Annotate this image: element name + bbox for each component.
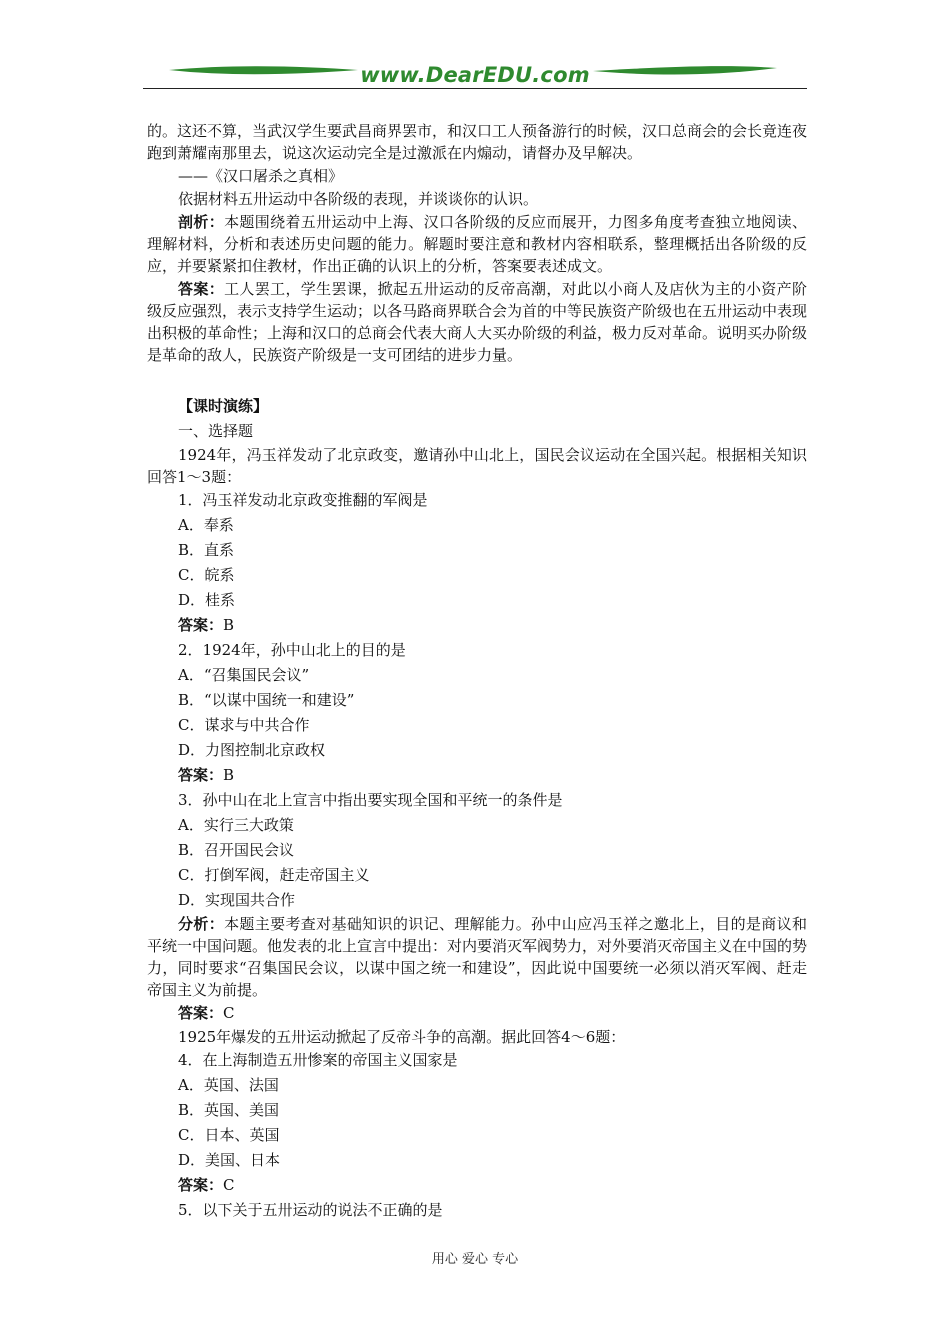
analysis-text: 本题围绕着五卅运动中上海、汉口各阶级的反应而展开，力图多角度考查独立地阅读、理解材料，分析和表述历史问题的能力。解题时要注意和教材内容相联系，整理概括出各阶级的反应，并要紧紧扣住教材，作出正确的认识上的分析，答案要表述成文。 xyxy=(147,213,807,275)
q3-option-c: C．打倒军阀，赶走帝国主义 xyxy=(178,866,370,884)
q3-option-d: D．实现国共合作 xyxy=(178,891,296,909)
section-gap xyxy=(147,366,807,394)
intro-paragraph-1: 1924年，冯玉祥发动了北京政变，邀请孙中山北上，国民会议运动在全国兴起。根据相关知识回答1～3题： xyxy=(147,446,807,486)
q1-option-a: A．奉系 xyxy=(178,516,234,534)
q1-option-b: B．直系 xyxy=(178,541,235,559)
q3-option-a: A．实行三大政策 xyxy=(178,816,294,834)
q2-option-b: B．“以谋中国统一和建设” xyxy=(178,691,355,709)
q4-option-b: B．英国、美国 xyxy=(178,1101,280,1119)
question-3: 3．孙中山在北上宣言中指出要实现全国和平统一的条件是 xyxy=(178,791,563,809)
q3-option-b: B．召开国民会议 xyxy=(178,841,295,859)
intro-paragraph-2: 1925年爆发的五卅运动掀起了反帝斗争的高潮。据此回答4～6题： xyxy=(178,1028,626,1046)
document-body xyxy=(147,120,807,1223)
q3-answer-value: C xyxy=(223,1004,235,1022)
q1-answer-value: B xyxy=(223,616,235,634)
q2-answer-value: B xyxy=(223,766,235,784)
q3-analysis-text: 本题主要考查对基础知识的识记、理解能力。孙中山应冯玉祥之邀北上，目的是商议和平统一中国问题。他发表的北上宣言中提出：对内要消灭军阀势力，对外要消灭帝国主义在中国的势力，同时要求“召集国民会议，以谋中国之统一和建设”，因此说中国要统一必须以消灭军阀、赶走帝国主义为前提。 xyxy=(147,915,808,999)
q4-option-a: A．英国、法国 xyxy=(178,1076,279,1094)
answer-text: 工人罢工，学生罢课，掀起五卅运动的反帝高潮，对此以小商人及店伙为主的小资产阶级反应强烈，表示支持学生运动；以各马路商界联合会为首的中等民族资产阶级也在五卅运动中表现出积极的革命性；上海和汉口的总商会代表大商人大买办阶级的利益，极力反对革命。说明买办阶级是革命的敌人，民族资产阶级是一支可团结的进步力量。 xyxy=(147,280,808,364)
question-4: 4．在上海制造五卅惨案的帝国主义国家是 xyxy=(178,1051,458,1069)
q2-answer xyxy=(147,763,807,788)
answer-label: 答案： xyxy=(178,766,224,784)
q2-option-a: A．“召集国民会议” xyxy=(178,666,310,684)
q3-analysis xyxy=(147,913,807,1001)
question-2: 2．1924年，孙中山北上的目的是 xyxy=(178,641,406,659)
question-text: 依据材料五卅运动中各阶级的表现，并谈谈你的认识。 xyxy=(178,190,539,208)
answer-paragraph xyxy=(147,278,807,366)
analysis-label: 剖析： xyxy=(178,213,225,231)
answer-label: 答案： xyxy=(178,280,225,298)
answer-label: 答案： xyxy=(178,1004,224,1022)
header-rule xyxy=(143,88,807,89)
q2-option-d: D．力图控制北京政权 xyxy=(178,741,326,759)
material-source: ——《汉口屠杀之真相》 xyxy=(178,167,344,185)
analysis-paragraph xyxy=(147,211,807,277)
q4-answer-value: C xyxy=(223,1176,235,1194)
site-logo[interactable]: www.DearEDU.com xyxy=(360,63,590,87)
q3-answer xyxy=(147,1001,807,1026)
q4-option-c: C．日本、英国 xyxy=(178,1126,280,1144)
q1-option-c: C．皖系 xyxy=(178,566,235,584)
q1-option-d: D．桂系 xyxy=(178,591,236,609)
question-5: 5．以下关于五卅运动的说法不正确的是 xyxy=(178,1201,443,1219)
answer-label: 答案： xyxy=(178,1176,224,1194)
q4-answer xyxy=(147,1173,807,1198)
question-1: 1．冯玉祥发动北京政变推翻的军阀是 xyxy=(178,491,428,509)
answer-label: 答案： xyxy=(178,616,224,634)
page-header xyxy=(143,58,807,98)
q1-answer xyxy=(147,613,807,638)
material-paragraph: 的。这还不算，当武汉学生要武昌商界罢市，和汉口工人预备游行的时候，汉口总商会的会长竟连夜跑到萧耀南那里去，说这次运动完全是过激派在内煽动，请督办及早解决。 xyxy=(147,122,808,162)
q4-option-d: D．美国、日本 xyxy=(178,1151,281,1169)
subsection-title: 一、选择题 xyxy=(178,422,254,440)
section-title xyxy=(147,394,807,419)
section-title-text: 【课时演练】 xyxy=(178,397,269,415)
q3-analysis-label: 分析： xyxy=(178,915,225,933)
page-footer: 用心 爱心 专心 xyxy=(431,1252,519,1267)
q2-option-c: C．谋求与中共合作 xyxy=(178,716,310,734)
